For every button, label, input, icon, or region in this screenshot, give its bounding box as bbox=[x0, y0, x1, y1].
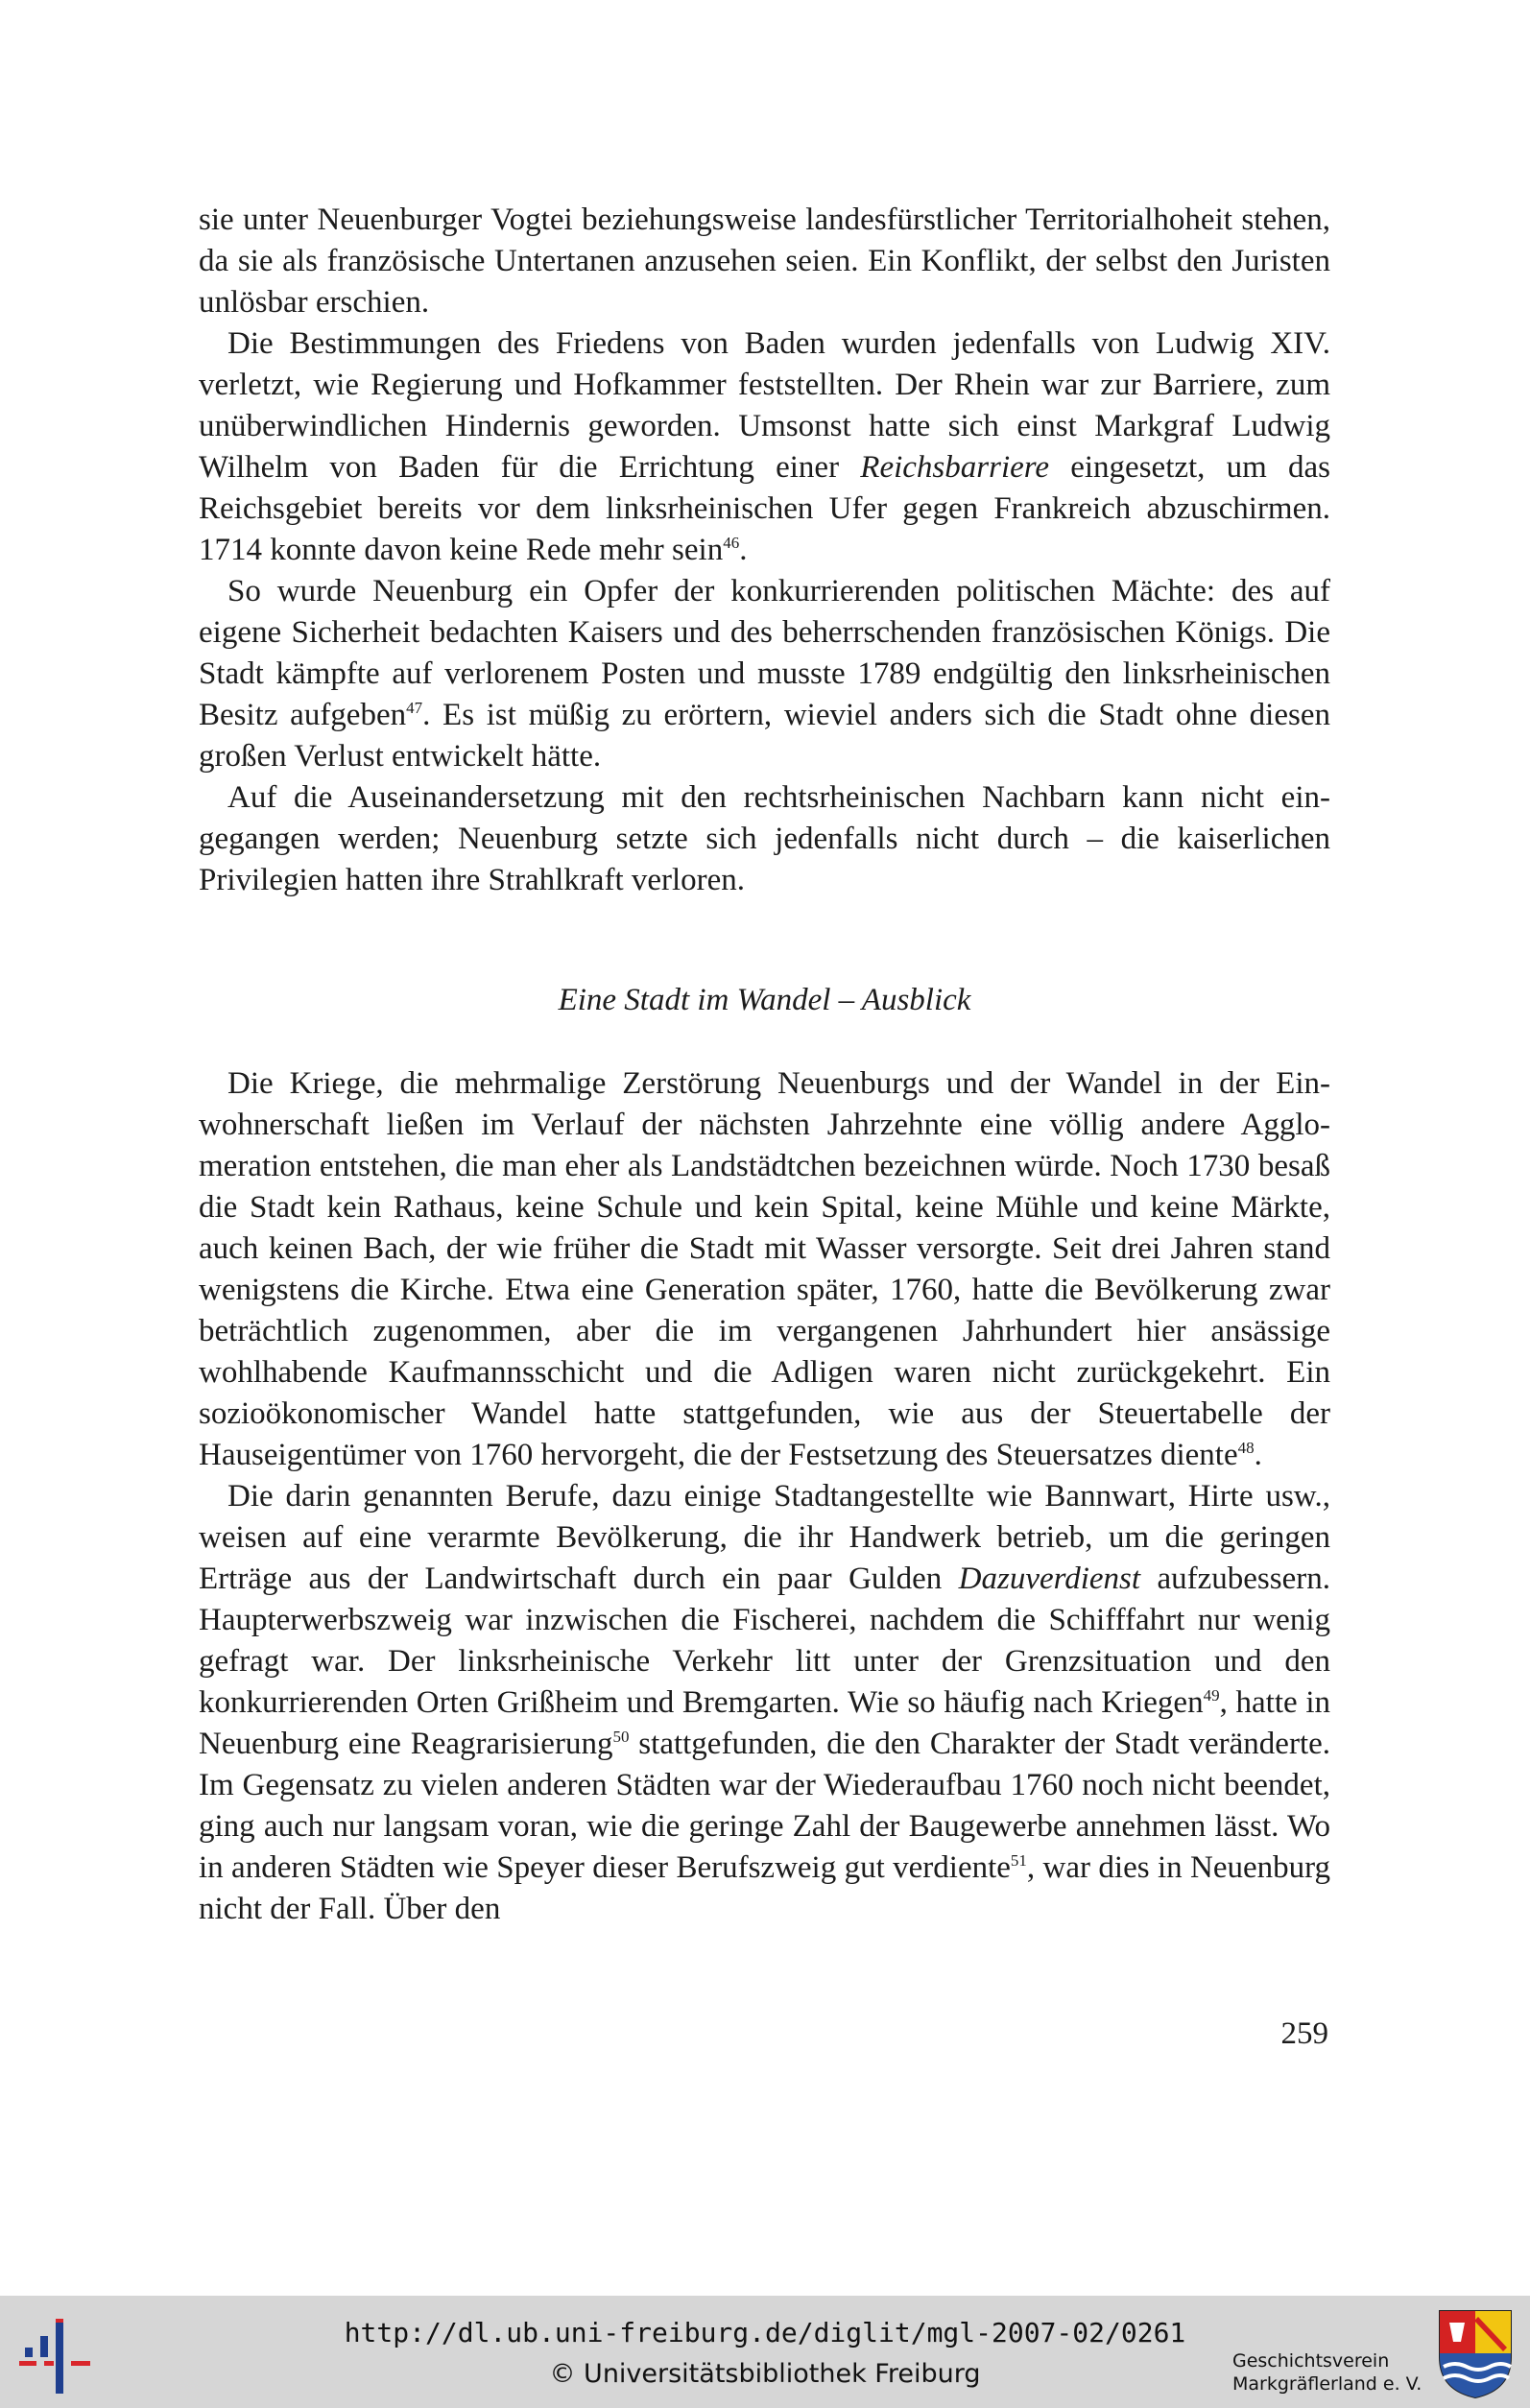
footnote-marker[interactable]: 47 bbox=[406, 699, 423, 717]
body-text-bottom bbox=[199, 1063, 1330, 1930]
footnote-marker[interactable]: 51 bbox=[1010, 1851, 1027, 1870]
footnote-marker[interactable]: 46 bbox=[723, 534, 740, 552]
paragraph: Die Bestimmungen des Friedens von Baden wurden jedenfalls von Ludwig XIV. verletzt, wie Regierung und Hofkammer feststellten. Der Rhein war zur Barriere, zum unüberwindlichen Hindernis geworden. Umsonst hatte sich einst Markgraf Ludwig Wilhelm von Baden für die Errichtung einer Reichsbarriere eingesetzt, um das Reichsgebiet bereits vor dem linksrheinischen Ufer gegen Frankreich abzuschirmen. 1714 konnte davon keine Rede mehr sein$^{46}$. bbox=[199, 326, 1331, 567]
coat-of-arms-icon bbox=[1436, 2307, 1515, 2399]
paragraph: Die darin genannten Berufe, dazu einige Stadtangestellte wie Bannwart, Hirte usw., weisen auf eine verarmte Bevölkerung, die ihr Handwerk betrieb, um die geringen Erträge aus der Landwirtschaft durch ein paar Gulden Dazuverdienst aufzubessern. Haupterwerbszweig war inzwischen die Fischerei, nachdem die Schifffahrt nur wenig gefragt war. Der linksrheinische Verkehr litt unter der Grenzsituation und den konkurrierenden Orten Grißheim und Bremgarten. Wie so häufig nach Kriegen$^{49}$, hatte in Neuenburg eine Reagrarisierung$^{50}$ stattgefunden, die den Charakter der Stadt veränderte. Im Gegensatz zu vielen anderen Städten war der Wiederaufbau 1760 noch nicht beendet, ging auch nur langsam voran, wie die geringe Zahl der Baugewerbe annehmen lässt. Wo in anderen Städten wie Speyer dieser Berufszweig gut verdiente$^{51}$, war dies in Neuenburg nicht der Fall. Über den bbox=[199, 1479, 1331, 1926]
society-name bbox=[1232, 2349, 1424, 2396]
page-number: 259 bbox=[1280, 2016, 1328, 2051]
body-text-top bbox=[199, 200, 1330, 901]
footer-url-link[interactable]: http://dl.ub.uni-freiburg.de/diglit/mgl-2007-02/0261 bbox=[344, 2317, 1186, 2348]
emphasized-term: Dazuverdienst bbox=[958, 1562, 1141, 1596]
footnote-marker[interactable]: 48 bbox=[1237, 1439, 1255, 1457]
paragraph: sie unter Neuenburger Vogtei beziehungsweise landesfürstlicher Territorialhoheit stehen, da sie als französische Untertanen anzusehen seien. Ein Konflikt, der selbst den Juristen unlösbar erschien. bbox=[199, 203, 1330, 320]
paragraph: Auf die Auseinandersetzung mit den rechtsrheinischen Nachbarn kann nicht eingegangen werden; Neuenburg setzte sich jedenfalls nicht durch – die kaiserlichen Privilegien hatten ihre Strahlkraft verloren. bbox=[199, 780, 1330, 897]
society-name-line2: Markgräflerland e. V. bbox=[1232, 2373, 1422, 2395]
footnote-marker[interactable]: 50 bbox=[612, 1728, 630, 1746]
paragraph: Die Kriege, die mehrmalige Zerstörung Neuenburgs und der Wandel in der Einwohnerschaft ließen im Verlauf der nächsten Jahrzehnte eine völlig andere Agglomeration entstehen, die man eher als Landstädtchen bezeichnen würde. Noch 1730 besaß die Stadt kein Rathaus, keine Schule und kein Spital, keine Mühle und keine Märkte, auch keinen Bach, der wie früher die Stadt mit Wasser versorgte. Seit drei Jahren stand wenigstens die Kirche. Etwa eine Generation später, 1760, hatte die Bevölkerung zwar beträchtlich zugenommen, aber die im vergangenen Jahrhundert hier ansässige wohlhabende Kaufmannsschicht und die Adligen waren nicht zurückgekehrt. Ein sozioökonomischer Wandel hatte stattgefunden, wie aus der Steuertabelle der Hauseigentümer von 1760 hervorgeht, die der Festsetzung des Steuersatzes diente$^{48}$. bbox=[199, 1066, 1330, 1472]
society-name-line1: Geschichtsverein bbox=[1232, 2350, 1390, 2372]
emphasized-term: Reichsbarriere bbox=[860, 450, 1050, 485]
paragraph: So wurde Neuenburg ein Opfer der konkurrierenden politischen Mächte: des auf eigene Sicherheit bedachten Kaisers und des beherrschenden französischen Königs. Die Stadt kämpfte auf verlorenem Posten und musste 1789 endgültig den linksrheinischen Besitz aufgeben$^{47}$. Es ist müßig zu erörtern, wieviel anders sich die Stadt ohne diesen großen Verlust entwickelt hätte. bbox=[199, 574, 1330, 774]
footnote-marker[interactable]: 49 bbox=[1203, 1686, 1220, 1705]
footer-copyright: © Universitätsbibliothek Freiburg bbox=[549, 2359, 981, 2389]
footer-bar bbox=[0, 2296, 1530, 2408]
section-heading: Eine Stadt im Wandel – Ausblick bbox=[558, 983, 971, 1017]
